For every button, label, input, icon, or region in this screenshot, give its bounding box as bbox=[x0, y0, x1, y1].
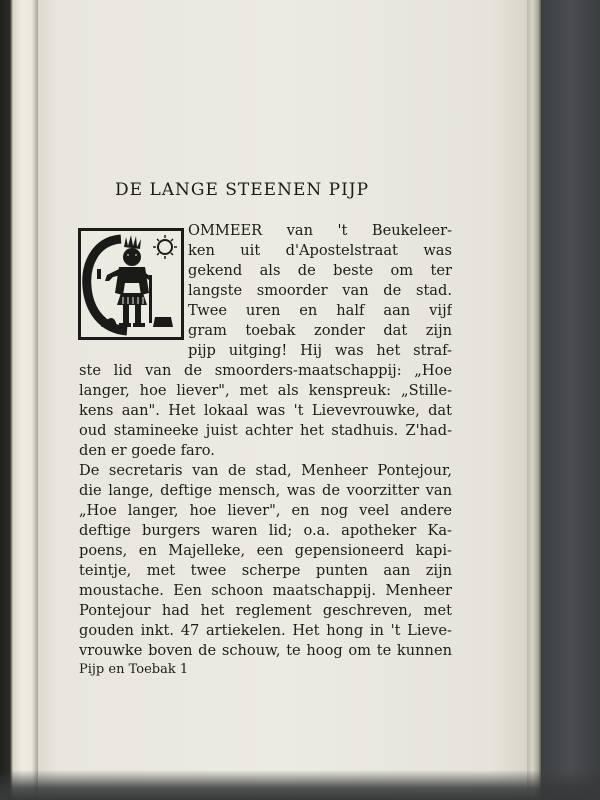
text-line: ste lid van de smoorders-maatschappij: „Hoe bbox=[79, 362, 452, 379]
text-line: deftige burgers waren lid; o.a. apotheker Ka- bbox=[79, 522, 452, 539]
text-line: oud stamineeke juist achter het stadhuis. Z'had- bbox=[79, 422, 452, 439]
text-line: vrouwke boven de schouw, te hoog om te kunnen bbox=[79, 642, 452, 659]
table-surface bbox=[541, 0, 600, 800]
text-line: poens, en Majelleke, een gepensioneerd kapi- bbox=[79, 542, 452, 559]
text-line: langer, hoe liever", met als kenspreuk: „Stille- bbox=[79, 382, 452, 399]
left-page-edge bbox=[0, 0, 40, 800]
text-line: gouden inkt. 47 artiekelen. Het hong in 't Lieve- bbox=[79, 622, 452, 639]
shadow-bottom bbox=[0, 770, 600, 800]
text-line: „Hoe langer, hoe liever", en nog veel andere bbox=[79, 502, 452, 519]
text-line: OMMEER van 't Beukeleer- bbox=[188, 222, 452, 239]
text-line: teintje, met twee scherpe punten aan zijn bbox=[79, 562, 452, 579]
text-line: ken uit d'Apostelstraat was bbox=[188, 242, 452, 259]
smoker-figure-icon bbox=[81, 231, 181, 337]
text-line: De secretaris van de stad, Menheer Pontejour, bbox=[79, 462, 452, 479]
text-line: pijp uitging! Hij was het straf- bbox=[188, 342, 452, 359]
chapter-title: DE LANGE STEENEN PIJP bbox=[115, 180, 370, 200]
text-line: die lange, deftige mensch, was de voorzitter van bbox=[79, 482, 452, 499]
page-footer: Pijp en Toebak 1 bbox=[79, 662, 189, 677]
text-line: gram toebak zonder dat zijn bbox=[188, 322, 452, 339]
page-edge bbox=[527, 0, 541, 800]
text-line: moustache. Een schoon maatschappij. Menheer bbox=[79, 582, 452, 599]
text-line: Pontejour had het reglement geschreven, met bbox=[79, 602, 452, 619]
text-line: gekend als de beste om ter bbox=[188, 262, 452, 279]
text-line: kens aan". Het lokaal was 't Lievevrouwke, dat bbox=[79, 402, 452, 419]
woodcut-initial-illustration bbox=[78, 228, 184, 340]
text-line: langste smoorder van de stad. bbox=[188, 282, 452, 299]
text-line: den er goede faro. bbox=[79, 442, 215, 459]
text-line: Twee uren en half aan vijf bbox=[188, 302, 452, 319]
